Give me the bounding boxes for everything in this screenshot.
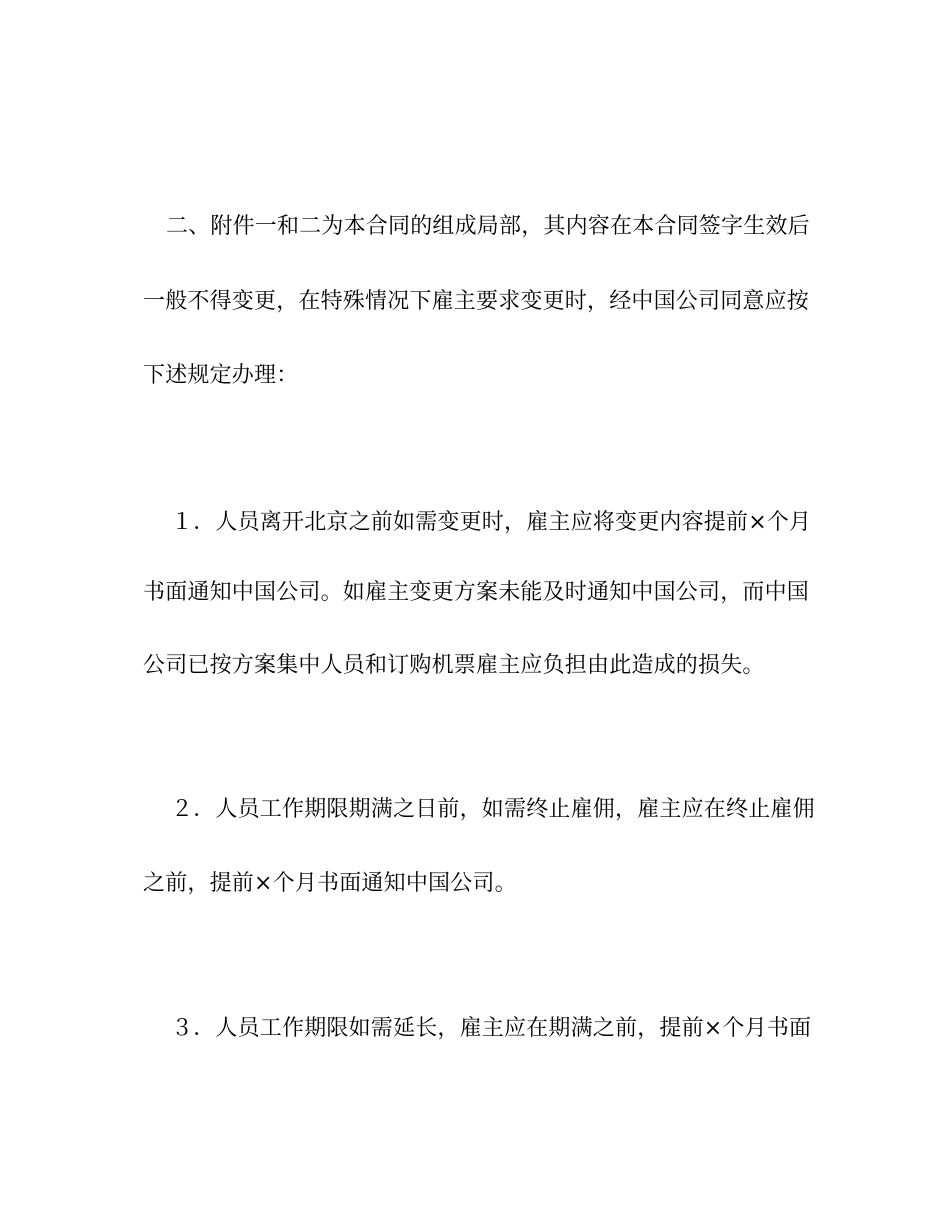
item-2-line-1: ２．人员工作期限期满之日前，如需终止雇佣，雇主应在终止雇佣	[171, 797, 815, 822]
item-1-line-1: １．人员离开北京之前如需变更时，雇主应将变更内容提前×个月	[171, 510, 812, 535]
section-2-line-3: 下述规定办理：	[143, 363, 299, 388]
item-2-line-2: 之前，提前×个月书面通知中国公司。	[143, 871, 517, 896]
item-3-line-1: ３．人员工作期限如需延长，雇主应在期满之前，提前×个月书面	[171, 1016, 812, 1041]
item-1-line-2: 书面通知中国公司。如雇主变更方案未能及时通知中国公司，而中国	[143, 580, 810, 605]
section-2-line-1: 二、附件一和二为本合同的组成局部，其内容在本合同签字生效后	[166, 214, 810, 239]
item-1-line-3: 公司已按方案集中人员和订购机票雇主应负担由此造成的损失。	[143, 653, 765, 678]
section-2-line-2: 一般不得变更，在特殊情况下雇主要求变更时，经中国公司同意应按	[143, 289, 810, 314]
